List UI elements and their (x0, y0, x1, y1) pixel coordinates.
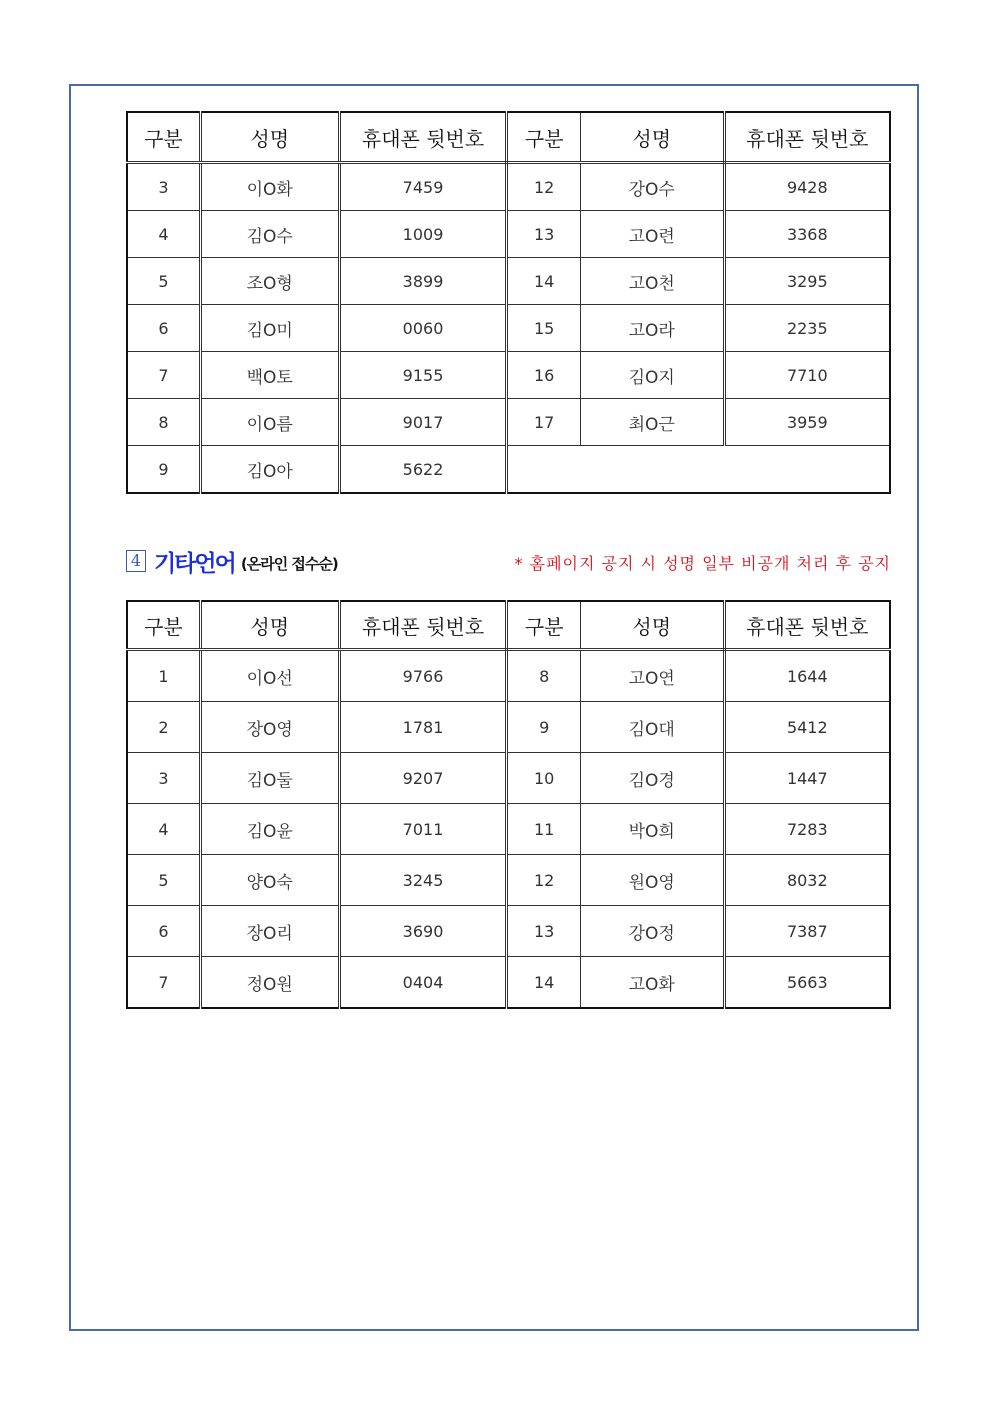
cell-name: 김O지 (580, 352, 724, 399)
applicant-table-continued (126, 111, 891, 494)
cell-number: 14 (507, 957, 580, 1009)
cell-name: 이O화 (200, 163, 339, 211)
cell-phone: 1781 (339, 702, 507, 753)
cell-number: 2 (127, 702, 200, 753)
table-row (127, 650, 890, 702)
cell-name: 김O수 (200, 211, 339, 258)
cell-number: 11 (507, 804, 580, 855)
cell-name: 김O둘 (200, 753, 339, 804)
section-heading (126, 544, 338, 578)
header-number: 구분 (507, 112, 580, 163)
table-row (127, 804, 890, 855)
section-subtitle: (온라인 접수순) (240, 554, 338, 573)
table-row (127, 753, 890, 804)
table-row (127, 399, 890, 446)
cell-number: 9 (127, 446, 200, 494)
cell-phone: 9017 (339, 399, 507, 446)
table-row (127, 855, 890, 906)
cell-number: 6 (127, 305, 200, 352)
cell-name: 김O아 (200, 446, 339, 494)
header-name: 성명 (580, 112, 724, 163)
cell-number: 7 (127, 957, 200, 1009)
cell-phone: 8032 (724, 855, 890, 906)
cell-name: 정O원 (200, 957, 339, 1009)
cell-name: 김O미 (200, 305, 339, 352)
cell-phone: 0060 (339, 305, 507, 352)
table-row (127, 906, 890, 957)
cell-phone: 2235 (724, 305, 890, 352)
cell-number: 9 (507, 702, 580, 753)
cell-phone: 3368 (724, 211, 890, 258)
empty-merged-cell (507, 446, 890, 494)
header-name: 성명 (580, 601, 724, 650)
cell-number: 13 (507, 906, 580, 957)
cell-phone: 1644 (724, 650, 890, 702)
table-row (127, 702, 890, 753)
applicant-table-other-languages (126, 600, 891, 1009)
table-row (127, 957, 890, 1009)
table-row (127, 163, 890, 211)
cell-name: 장O영 (200, 702, 339, 753)
cell-number: 8 (127, 399, 200, 446)
header-phone: 휴대폰 뒷번호 (724, 112, 890, 163)
cell-phone: 5412 (724, 702, 890, 753)
cell-phone: 3690 (339, 906, 507, 957)
cell-name: 박O희 (580, 804, 724, 855)
cell-number: 16 (507, 352, 580, 399)
cell-phone: 5622 (339, 446, 507, 494)
cell-phone: 7011 (339, 804, 507, 855)
cell-name: 고O라 (580, 305, 724, 352)
header-name: 성명 (200, 112, 339, 163)
cell-number: 5 (127, 855, 200, 906)
table-header-row (127, 112, 890, 163)
cell-phone: 9766 (339, 650, 507, 702)
section-title: 기타언어 (154, 550, 235, 577)
privacy-notice: * 홈페이지 공지 시 성명 일부 비공개 처리 후 공지 (514, 554, 891, 573)
cell-name: 김O윤 (200, 804, 339, 855)
cell-phone: 3245 (339, 855, 507, 906)
cell-name: 강O수 (580, 163, 724, 211)
cell-number: 6 (127, 906, 200, 957)
cell-phone: 3295 (724, 258, 890, 305)
cell-name: 양O숙 (200, 855, 339, 906)
cell-name: 최O근 (580, 399, 724, 446)
cell-number: 7 (127, 352, 200, 399)
cell-phone: 3959 (724, 399, 890, 446)
cell-name: 강O정 (580, 906, 724, 957)
cell-name: 조O형 (200, 258, 339, 305)
header-phone: 휴대폰 뒷번호 (339, 112, 507, 163)
cell-phone: 1447 (724, 753, 890, 804)
cell-number: 12 (507, 855, 580, 906)
header-number: 구분 (127, 112, 200, 163)
cell-name: 고O천 (580, 258, 724, 305)
table-row (127, 352, 890, 399)
cell-phone: 7283 (724, 804, 890, 855)
cell-number: 1 (127, 650, 200, 702)
cell-phone: 9428 (724, 163, 890, 211)
cell-phone: 7710 (724, 352, 890, 399)
cell-phone: 7459 (339, 163, 507, 211)
table-row (127, 211, 890, 258)
cell-phone: 5663 (724, 957, 890, 1009)
cell-name: 이O름 (200, 399, 339, 446)
table-header-row (127, 601, 890, 650)
header-name: 성명 (200, 601, 339, 650)
cell-number: 3 (127, 753, 200, 804)
cell-name: 김O경 (580, 753, 724, 804)
section-number-box: 4 (126, 550, 146, 572)
cell-name: 고O련 (580, 211, 724, 258)
header-phone: 휴대폰 뒷번호 (724, 601, 890, 650)
cell-name: 원O영 (580, 855, 724, 906)
cell-name: 이O선 (200, 650, 339, 702)
cell-number: 14 (507, 258, 580, 305)
cell-number: 8 (507, 650, 580, 702)
header-number: 구분 (127, 601, 200, 650)
cell-number: 5 (127, 258, 200, 305)
cell-name: 김O대 (580, 702, 724, 753)
cell-number: 3 (127, 163, 200, 211)
table-row (127, 305, 890, 352)
cell-number: 10 (507, 753, 580, 804)
table-row (127, 258, 890, 305)
cell-phone: 9207 (339, 753, 507, 804)
cell-phone: 0404 (339, 957, 507, 1009)
table-row (127, 446, 890, 494)
cell-number: 13 (507, 211, 580, 258)
header-phone: 휴대폰 뒷번호 (339, 601, 507, 650)
cell-number: 12 (507, 163, 580, 211)
cell-name: 백O토 (200, 352, 339, 399)
cell-name: 고O연 (580, 650, 724, 702)
cell-number: 15 (507, 305, 580, 352)
cell-number: 4 (127, 804, 200, 855)
cell-number: 4 (127, 211, 200, 258)
cell-number: 17 (507, 399, 580, 446)
header-number: 구분 (507, 601, 580, 650)
cell-phone: 1009 (339, 211, 507, 258)
cell-phone: 3899 (339, 258, 507, 305)
cell-phone: 7387 (724, 906, 890, 957)
cell-phone: 9155 (339, 352, 507, 399)
cell-name: 고O화 (580, 957, 724, 1009)
cell-name: 장O리 (200, 906, 339, 957)
